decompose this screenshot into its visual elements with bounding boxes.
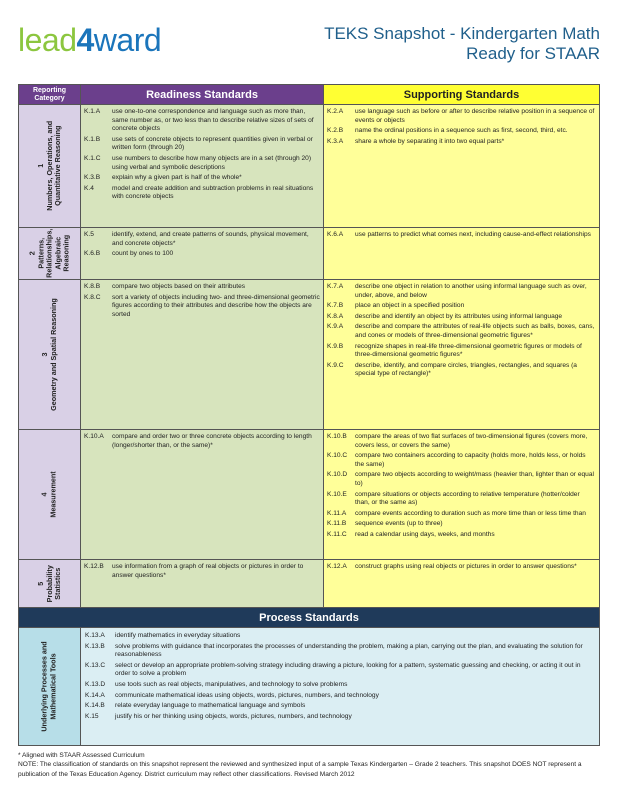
- readiness-cell: [81, 228, 324, 279]
- standard-item: [327, 471, 596, 488]
- process-header: Process Standards: [19, 608, 599, 628]
- standard-text: use patterns to predict what comes next, including cause-and-effect relationships: [355, 231, 591, 238]
- standard-item: [85, 702, 595, 711]
- category-row: [19, 280, 599, 430]
- standard-item: [327, 531, 596, 540]
- standard-item: [327, 313, 596, 322]
- category-row: [19, 430, 599, 560]
- standard-code: K.2.A: [327, 108, 344, 115]
- category-row: [19, 560, 599, 607]
- standard-item: [84, 563, 320, 580]
- standard-item: [327, 520, 596, 529]
- standard-code: K.11.B: [327, 520, 347, 528]
- standard-item: [85, 632, 595, 641]
- standard-item: [85, 643, 595, 660]
- supporting-header: Supporting Standards: [324, 85, 599, 104]
- standard-item: [327, 510, 596, 519]
- category-label-line: 4: [40, 492, 49, 497]
- standard-item: [327, 108, 596, 125]
- category-row: [19, 228, 599, 280]
- standard-item: [84, 185, 320, 202]
- category-label-line: Statistics: [52, 567, 62, 600]
- standard-item: [327, 138, 596, 147]
- standard-code: K.9.A: [327, 323, 344, 331]
- standard-code: K.13.D: [85, 680, 106, 688]
- standard-item: [84, 174, 320, 183]
- standard-item: [327, 231, 596, 240]
- category-label: [41, 471, 58, 517]
- standard-text: solve problems with guidance that incorporates the processes of understanding the problem, making a plan, carrying out the plan, and evaluating the solution for reasonableness: [115, 642, 583, 659]
- standard-text: select or develop an appropriate problem-solving strategy including drawing a picture, looking for a pattern, systematic guessing and checking, or acting it out in order to solve a problem: [115, 661, 581, 678]
- category-label-line: Algebraic: [52, 237, 62, 270]
- standard-item: [85, 681, 595, 690]
- standard-text: compare and order two or three concrete objects according to length (longer/shorter than, or the same)*: [112, 433, 312, 449]
- category-label: [28, 229, 71, 278]
- standard-item: [327, 343, 596, 360]
- logo-four: 4: [76, 22, 94, 58]
- process-category-line: Underlying Processes and: [40, 641, 49, 732]
- standard-text: use information from a graph of real objects or pictures in order to answer questions*: [112, 563, 304, 579]
- standard-text: count by ones to 100: [112, 250, 174, 258]
- standard-item: [327, 452, 596, 469]
- standard-item: [84, 283, 320, 292]
- standard-item: [84, 250, 320, 259]
- standard-text: describe and identify an object by its attributes using informal language: [355, 312, 563, 320]
- category-cell: [19, 105, 81, 227]
- category-label-line: 2: [27, 251, 37, 256]
- standard-text: explain why a given part is half of the whole*: [112, 174, 242, 182]
- standard-code: K.13.C: [85, 661, 106, 669]
- standard-item: [327, 491, 596, 508]
- standard-text: sort a variety of objects including two- and three-dimensional geometric figures according to their attributes and describe how the objects are sorted: [112, 293, 320, 318]
- process-body: [19, 628, 599, 745]
- lead4ward-logo: [18, 22, 161, 56]
- standard-text: compare two objects based on their attributes: [112, 283, 246, 290]
- standard-code: K.11.A: [327, 509, 347, 517]
- category-label-line: Measurement: [48, 471, 58, 518]
- category-label: [37, 121, 63, 211]
- standard-item: [84, 294, 320, 320]
- standard-item: [327, 302, 596, 311]
- category-label-line: 3: [40, 352, 50, 357]
- standard-code: K.3.A: [327, 137, 344, 145]
- standard-item: [84, 433, 320, 450]
- table-header: [19, 85, 599, 105]
- standard-code: K.13.B: [85, 642, 105, 650]
- standard-code: K.14.B: [85, 702, 105, 710]
- standard-code: K.1.B: [84, 135, 101, 143]
- standard-code: K.14.A: [85, 691, 105, 699]
- standard-code: K.2.B: [327, 127, 344, 135]
- standard-code: K.8.A: [327, 312, 344, 320]
- standard-text: compare two objects according to weight/mass (heavier than, lighter than or equal to): [355, 471, 594, 487]
- category-row: [19, 105, 599, 228]
- standard-code: K.10.A: [84, 433, 104, 440]
- readiness-cell: [81, 560, 324, 607]
- standard-text: use sets of concrete objects to represent quantities given in verbal or written form (through 20): [112, 135, 313, 152]
- readiness-cell: [81, 105, 324, 227]
- standard-item: [327, 362, 596, 379]
- category-label-line: Patterns,: [35, 238, 45, 269]
- standard-text: compare situations or objects according to relative temperature (hotter/colder than, or the same as): [355, 490, 580, 507]
- standard-text: use one-to-one correspondence and language such as more than, same number as, or two less than to describe relative sizes of sets of concrete objects: [112, 108, 314, 133]
- standard-text: use numbers to describe how many objects are in a set (through 20) using verbal and symbolic descriptions: [112, 154, 312, 171]
- standard-item: [327, 563, 596, 572]
- standard-item: [327, 323, 596, 340]
- supporting-cell: [324, 430, 599, 559]
- standard-code: K.13.A: [85, 632, 105, 639]
- standard-code: K.10.D: [327, 471, 348, 479]
- category-cell: [19, 560, 81, 607]
- standard-item: [327, 283, 596, 300]
- standard-code: K.12.B: [84, 563, 104, 570]
- standard-text: model and create addition and subtraction problems in real situations with concrete objects: [112, 184, 314, 201]
- supporting-cell: [324, 228, 599, 279]
- category-cell: [19, 228, 81, 279]
- category-cell: [19, 430, 81, 559]
- standard-text: compare two containers according to capacity (holds more, holds less, or holds the same): [355, 452, 586, 468]
- process-category-label: [41, 641, 58, 731]
- standard-item: [85, 662, 595, 679]
- category-label-line: Geometry and Spatial Reasoning: [48, 298, 58, 411]
- title-line-2: Ready for STAAR: [466, 44, 600, 63]
- standard-text: share a whole by separating it into two equal parts*: [355, 137, 505, 145]
- standard-code: K.1.A: [84, 108, 101, 115]
- standard-code: K.3.B: [84, 174, 101, 182]
- standard-item: [84, 231, 320, 248]
- process-standards: [18, 607, 600, 746]
- standard-code: K.8.C: [84, 293, 101, 301]
- standard-code: K.10.B: [327, 433, 347, 440]
- standard-code: K.4: [84, 184, 94, 192]
- reporting-category-header: Reporting Category: [19, 85, 81, 104]
- standard-text: place an object in a specified position: [355, 302, 465, 310]
- category-label-line: Quantitative Reasoning: [52, 125, 62, 207]
- process-category: [19, 628, 81, 745]
- category-label-line: Relationships,: [44, 228, 54, 279]
- standard-code: K.12.A: [327, 563, 347, 570]
- logo-ward: ward: [93, 22, 162, 58]
- category-label-line: Numbers, Operations, and: [44, 121, 54, 211]
- standard-text: describe one object in relation to another using informal language such as over, under, above, and below: [355, 283, 587, 299]
- standard-code: K.15: [85, 712, 99, 720]
- standard-text: justify his or her thinking using objects, words, pictures, numbers, and technology: [115, 712, 352, 720]
- logo-lead: lead: [18, 22, 77, 58]
- standard-item: [327, 127, 596, 136]
- standard-text: communicate mathematical ideas using objects, words, pictures, numbers, and technology: [115, 691, 379, 699]
- category-label: [37, 565, 63, 602]
- standard-code: K.9.B: [327, 342, 344, 350]
- process-items: [81, 628, 599, 745]
- standard-code: K.10.C: [327, 452, 348, 460]
- standard-code: K.1.C: [84, 154, 101, 162]
- standard-code: K.7.B: [327, 302, 344, 310]
- category-label-line: 5: [35, 581, 45, 586]
- standard-item: [84, 155, 320, 172]
- standard-text: use tools such as real objects, manipulatives, and technology to solve problems: [115, 680, 348, 688]
- standards-table: [18, 84, 600, 608]
- standard-code: K.9.C: [327, 361, 344, 369]
- standard-code: K.6.A: [327, 231, 344, 238]
- category-cell: [19, 280, 81, 429]
- standard-code: K.11.C: [327, 530, 347, 538]
- process-category-line: Mathematical Tools: [48, 653, 58, 720]
- standard-text: identify mathematics in everyday situations: [115, 632, 241, 639]
- supporting-cell: [324, 560, 599, 607]
- readiness-cell: [81, 280, 324, 429]
- standard-code: K.6.B: [84, 250, 101, 258]
- standard-item: [85, 692, 595, 701]
- standard-item: [84, 136, 320, 153]
- page-title: [324, 24, 600, 64]
- standard-item: [84, 108, 320, 134]
- footer-disclaimer: NOTE: The classification of standards on this snapshot represent the reviewed and synthesized input of a sample Texas Kindergarten – Grade 2 teachers. This snapshot DOES NOT represent a publication of the Texas Education Agency. District curriculum may reflect other classifications. Revised March 2012: [18, 761, 582, 778]
- standard-item: [327, 433, 596, 450]
- readiness-header: Readiness Standards: [81, 85, 324, 104]
- standard-text: construct graphs using real objects or pictures in order to answer questions*: [355, 563, 577, 570]
- category-label: [41, 298, 58, 411]
- standard-text: sequence events (up to three): [355, 520, 443, 528]
- standard-item: [85, 713, 595, 722]
- supporting-cell: [324, 105, 599, 227]
- standard-text: describe and compare the attributes of real-life objects such as balls, boxes, cans, and cones or models of three-dimensional geometric figures*: [355, 323, 595, 339]
- standard-text: describe, identify, and compare circles, triangles, rectangles, and squares (a special type of rectangle)*: [355, 361, 577, 378]
- standard-text: recognize shapes in real-life three-dimensional geometric figures or models of three-dimensional geometric figures*: [355, 342, 582, 359]
- standard-text: read a calendar using days, weeks, and months: [355, 530, 495, 538]
- standard-text: relate everyday language to mathematical language and symbols: [115, 702, 306, 710]
- footer-asterisk-note: * Aligned with STAAR Assessed Curriculum: [18, 752, 145, 759]
- category-label-line: Reasoning: [61, 235, 71, 272]
- standard-code: K.7.A: [327, 283, 344, 290]
- standard-code: K.8.B: [84, 283, 101, 290]
- title-line-1: TEKS Snapshot - Kindergarten Math: [324, 24, 600, 43]
- readiness-cell: [81, 430, 324, 559]
- standard-text: compare events according to duration such as more time than or less time than: [355, 509, 586, 517]
- standard-text: identify, extend, and create patterns of sounds, physical movement, and concrete objects*: [112, 231, 309, 247]
- category-label-line: 1: [35, 164, 45, 168]
- category-label-line: Probability: [44, 564, 54, 603]
- standard-text: name the ordinal positions in a sequence such as first, second, third, etc.: [355, 127, 568, 135]
- table-body: [19, 105, 599, 607]
- standard-text: compare the areas of two flat surfaces of two-dimensional figures (covers more, covers less, or covers the same): [355, 433, 588, 449]
- standard-code: K.5: [84, 231, 94, 238]
- standard-text: use language such as before or after to describe relative position in a sequence of events or objects: [355, 108, 595, 124]
- footer-note: [18, 751, 603, 779]
- supporting-cell: [324, 280, 599, 429]
- standard-code: K.10.E: [327, 490, 347, 498]
